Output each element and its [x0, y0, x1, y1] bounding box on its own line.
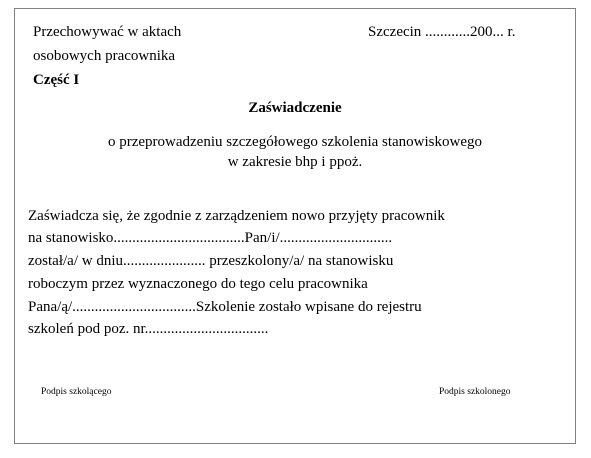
place-date-field: Szczecin ............200... r.	[368, 24, 516, 40]
part-label: Część I	[33, 72, 80, 88]
signature-trainee-label: Podpis szkolonego	[439, 387, 511, 397]
subtitle-line-1: o przeprowadzeniu szczegółowego szkolenia stanowiskowego	[107, 134, 483, 150]
body-line-1: Zaświadcza się, że zgodnie z zarządzeniem nowo przyjęty pracownik	[28, 208, 445, 224]
signature-trainer-label: Podpis szkolącego	[41, 387, 112, 397]
storage-note-line-2: osobowych pracownika	[33, 48, 176, 64]
document-title: Zaświadczenie	[248, 100, 342, 116]
body-line-2: na stanowisko...................................Pan/i/..............................	[28, 230, 393, 246]
body-line-4: roboczym przez wyznaczonego do tego celu pracownika	[28, 276, 368, 292]
subtitle-line-2: w zakresie bhp i ppoż.	[227, 154, 363, 170]
document-frame	[14, 8, 576, 444]
body-line-6: szkoleń pod poz. nr.................................	[28, 321, 269, 337]
storage-note-line-1: Przechowywać w aktach	[33, 24, 182, 40]
body-line-3: został/a/ w dniu...................... przeszkolony/a/ na stanowisku	[28, 253, 394, 269]
body-line-5: Pana/ą/.................................Szkolenie zostało wpisane do rejestru	[28, 299, 422, 315]
